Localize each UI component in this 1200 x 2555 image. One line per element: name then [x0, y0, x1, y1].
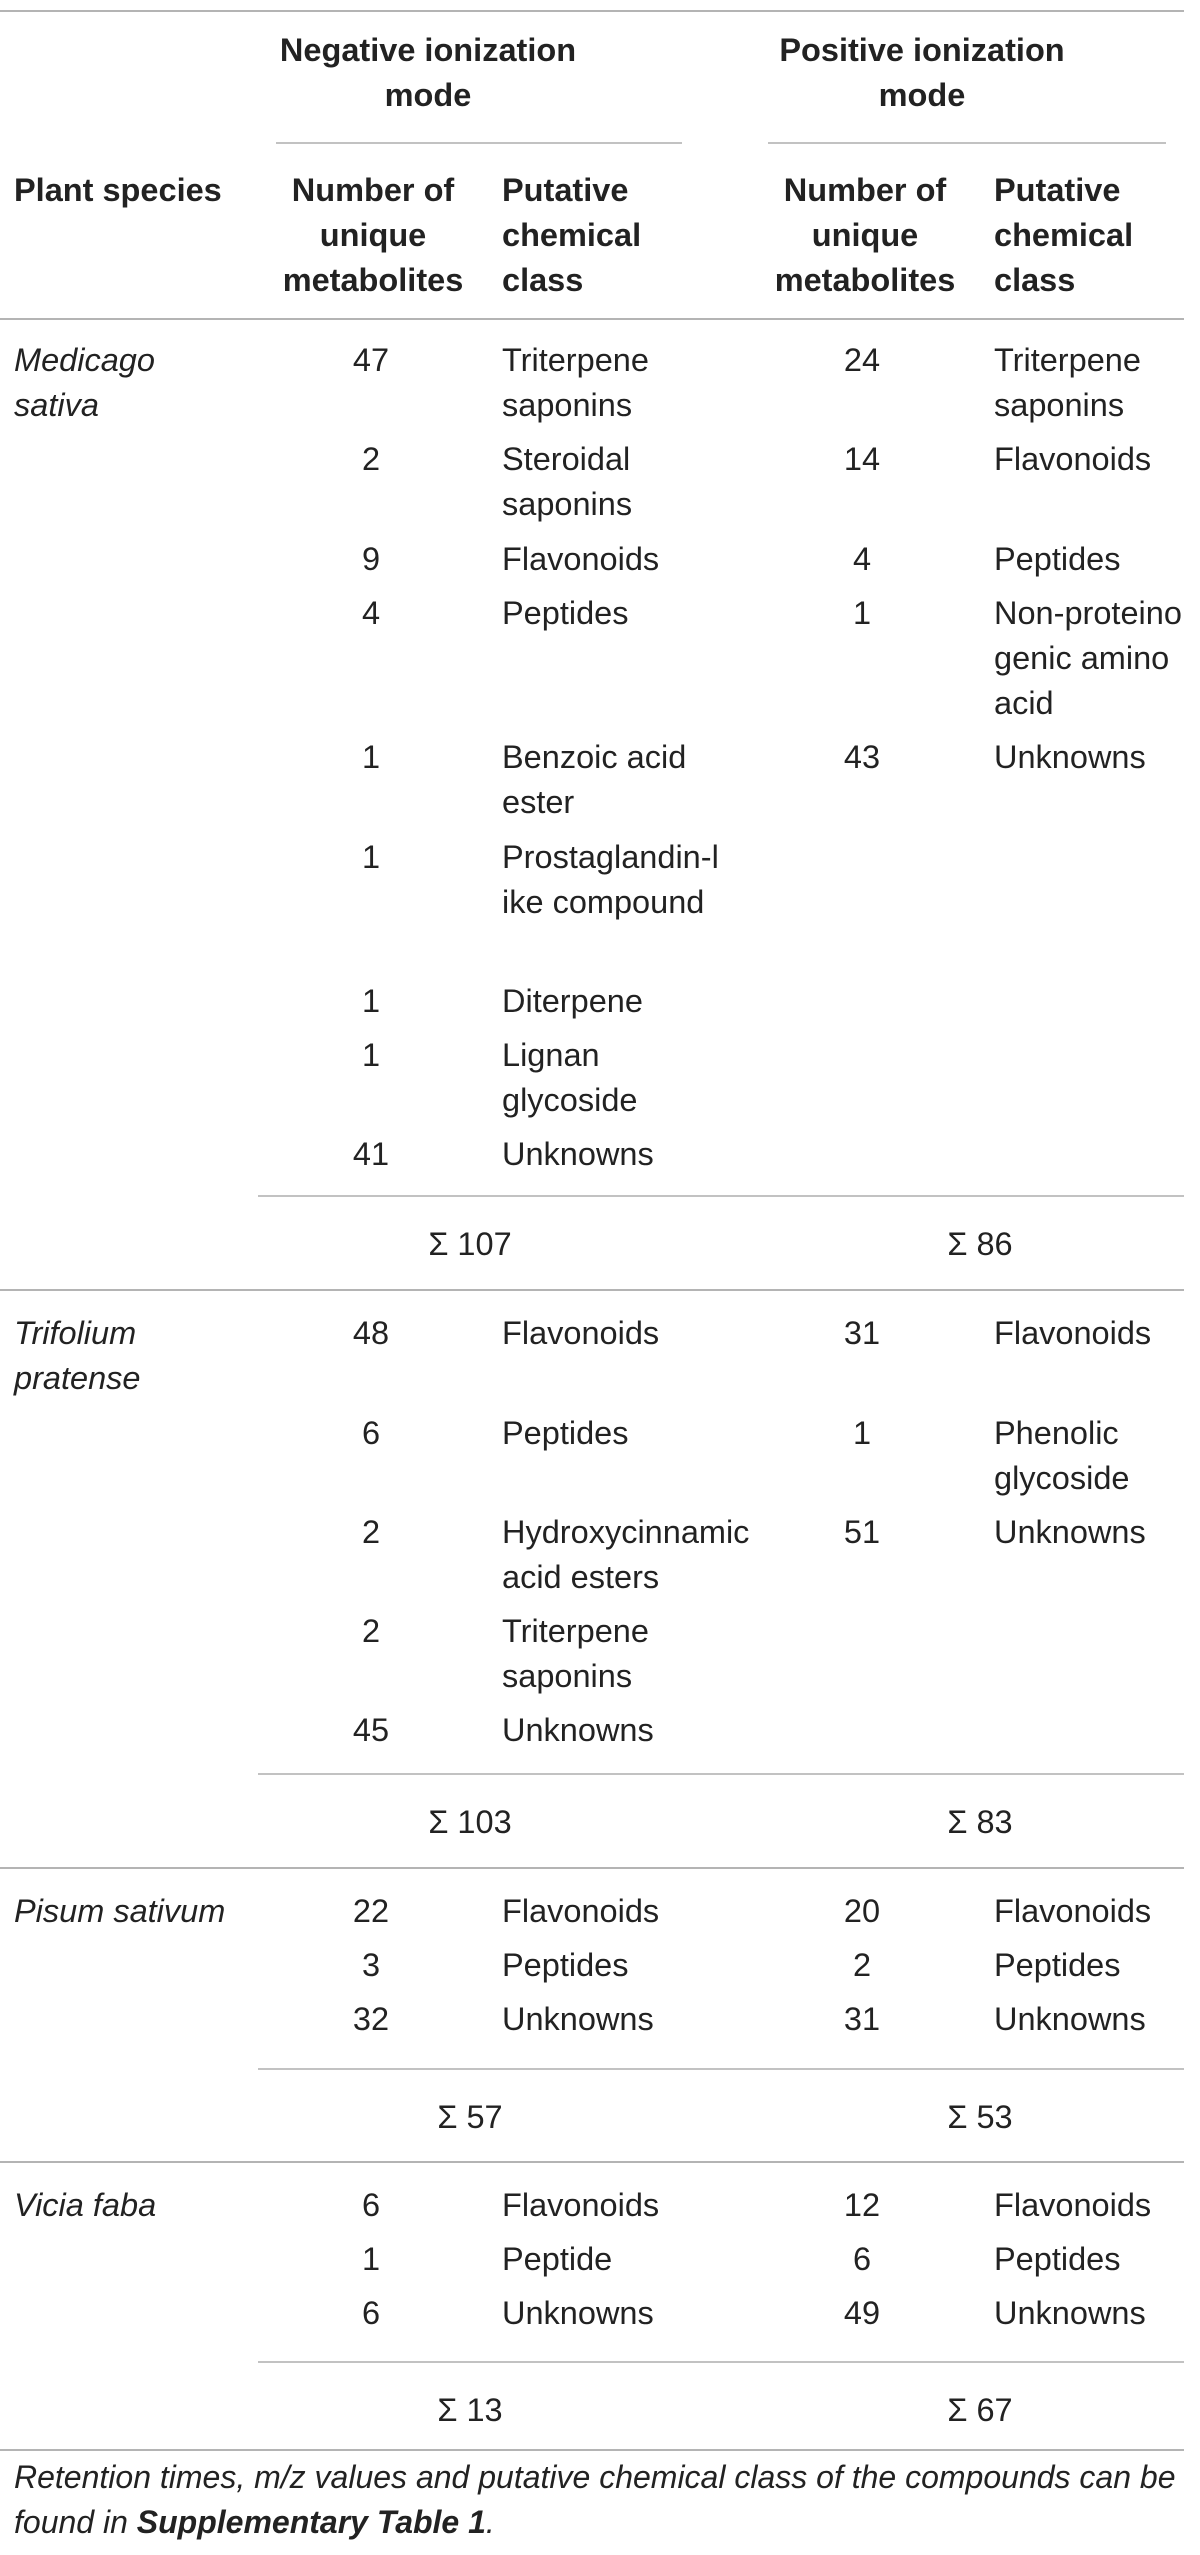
pos-count: 1	[852, 1415, 872, 1451]
neg-class: Unknowns	[502, 2001, 654, 2037]
footnote-end: .	[485, 2504, 495, 2541]
pos-count: 51	[843, 1514, 881, 1550]
footnote-text: Retention times, m/z values and putative chemical class of the compounds can be found in	[14, 2459, 1176, 2541]
neg-class: Flavonoids	[502, 2187, 660, 2223]
neg-class: Flavonoids	[502, 1315, 660, 1351]
neg-class: Flavonoids	[502, 541, 660, 577]
neg-count: 32	[352, 2001, 390, 2037]
pos-class: Peptides	[994, 2241, 1121, 2277]
neg-count: 1	[361, 739, 381, 775]
pos-class: Flavonoids	[994, 2187, 1152, 2223]
neg-class: Unknowns	[502, 1136, 654, 1172]
neg-class: Triterpene saponins	[502, 1613, 649, 1694]
pos-sum: Σ 67	[947, 2392, 1013, 2428]
species-label: Pisum sativum	[14, 1893, 226, 1929]
neg-count: 2	[361, 441, 381, 477]
pos-count: 2	[852, 1947, 872, 1983]
pos-class: Unknowns	[994, 1514, 1146, 1550]
neg-sum: Σ 13	[437, 2392, 503, 2428]
pos-count: 4	[852, 541, 872, 577]
table-footnote	[14, 2455, 1184, 2546]
table-top-rule	[0, 10, 1184, 12]
neg-sum: Σ 57	[437, 2099, 503, 2135]
pos-class: Flavonoids	[994, 1893, 1152, 1929]
neg-class: Prostaglandin-like compound	[502, 839, 719, 920]
neg-class: Benzoic acid ester	[502, 739, 687, 820]
neg-class: Triterpene saponins	[502, 342, 649, 423]
neg-count: 1	[361, 1037, 381, 1073]
group-rule	[0, 1289, 1184, 1291]
header-chem-class-neg: Putative chemical class	[502, 172, 642, 298]
species-label: Medicago sativa	[14, 342, 155, 423]
group-rule	[0, 1867, 1184, 1869]
neg-count: 41	[352, 1136, 390, 1172]
pos-class: Flavonoids	[994, 1315, 1152, 1351]
positive-group-rule	[768, 142, 1166, 144]
species-label: Vicia faba	[14, 2187, 157, 2223]
neg-count: 4	[361, 595, 381, 631]
sum-top-rule	[258, 1773, 1184, 1775]
neg-class: Flavonoids	[502, 1893, 660, 1929]
negative-group-rule	[276, 142, 682, 144]
pos-count: 6	[852, 2241, 872, 2277]
neg-count: 9	[361, 541, 381, 577]
group-rule	[0, 2161, 1184, 2163]
pos-count: 31	[843, 1315, 881, 1351]
pos-count: 20	[843, 1893, 881, 1929]
header-num-unique-pos: Number of unique metabolites	[774, 172, 956, 298]
pos-class: Unknowns	[994, 2295, 1146, 2331]
table-bottom-rule	[0, 2449, 1184, 2451]
pos-count: 31	[843, 2001, 881, 2037]
pos-sum: Σ 53	[947, 2099, 1013, 2135]
neg-count: 45	[352, 1712, 390, 1748]
neg-count: 3	[361, 1947, 381, 1983]
pos-sum: Σ 83	[947, 1804, 1013, 1840]
neg-class: Unknowns	[502, 2295, 654, 2331]
neg-sum: Σ 103	[428, 1804, 512, 1840]
species-label: Trifolium pratense	[14, 1315, 141, 1396]
pos-class: Triterpene saponins	[994, 342, 1141, 423]
neg-class: Steroidal saponins	[502, 441, 633, 522]
pos-class: Non-proteinogenic amino acid	[994, 595, 1182, 721]
pos-count: 24	[843, 342, 881, 378]
neg-class: Peptides	[502, 1415, 629, 1451]
pos-count: 43	[843, 739, 881, 775]
header-num-unique-neg: Number of unique metabolites	[282, 172, 464, 298]
header-positive-group: Positive ionization mode	[779, 32, 1065, 113]
sum-top-rule	[258, 1195, 1184, 1197]
neg-count: 22	[352, 1893, 390, 1929]
supplementary-table-link[interactable]: Supplementary Table 1	[136, 2504, 486, 2541]
pos-class: Peptides	[994, 1947, 1121, 1983]
neg-count: 1	[361, 983, 381, 1019]
pos-class: Unknowns	[994, 739, 1146, 775]
pos-class: Unknowns	[994, 2001, 1146, 2037]
neg-count: 47	[352, 342, 390, 378]
pos-count: 1	[852, 595, 872, 631]
neg-count: 6	[361, 1415, 381, 1451]
pos-count: 49	[843, 2295, 881, 2331]
header-bottom-rule	[0, 318, 1184, 320]
neg-count: 6	[361, 2187, 381, 2223]
neg-count: 1	[361, 2241, 381, 2277]
neg-count: 2	[361, 1613, 381, 1649]
neg-count: 1	[361, 839, 381, 875]
pos-class: Flavonoids	[994, 441, 1152, 477]
neg-count: 6	[361, 2295, 381, 2331]
sum-top-rule	[258, 2361, 1184, 2363]
sum-top-rule	[258, 2068, 1184, 2070]
neg-class: Unknowns	[502, 1712, 654, 1748]
pos-class: Peptides	[994, 541, 1121, 577]
neg-sum: Σ 107	[428, 1226, 512, 1262]
neg-count: 2	[361, 1514, 381, 1550]
neg-class: Diterpene	[502, 983, 643, 1019]
neg-class: Peptides	[502, 1947, 629, 1983]
header-negative-group: Negative ionization mode	[279, 32, 577, 113]
neg-class: Lignan glycoside	[502, 1037, 638, 1118]
neg-class: Peptide	[502, 2241, 613, 2277]
pos-count: 12	[843, 2187, 881, 2223]
pos-class: Phenolic glycoside	[994, 1415, 1130, 1496]
header-plant-species: Plant species	[14, 172, 222, 208]
pos-sum: Σ 86	[947, 1226, 1013, 1262]
header-chem-class-pos: Putative chemical class	[994, 172, 1134, 298]
neg-class: Hydroxycinnamic acid esters	[502, 1514, 750, 1595]
pos-count: 14	[843, 441, 881, 477]
neg-count: 48	[352, 1315, 390, 1351]
neg-class: Peptides	[502, 595, 629, 631]
